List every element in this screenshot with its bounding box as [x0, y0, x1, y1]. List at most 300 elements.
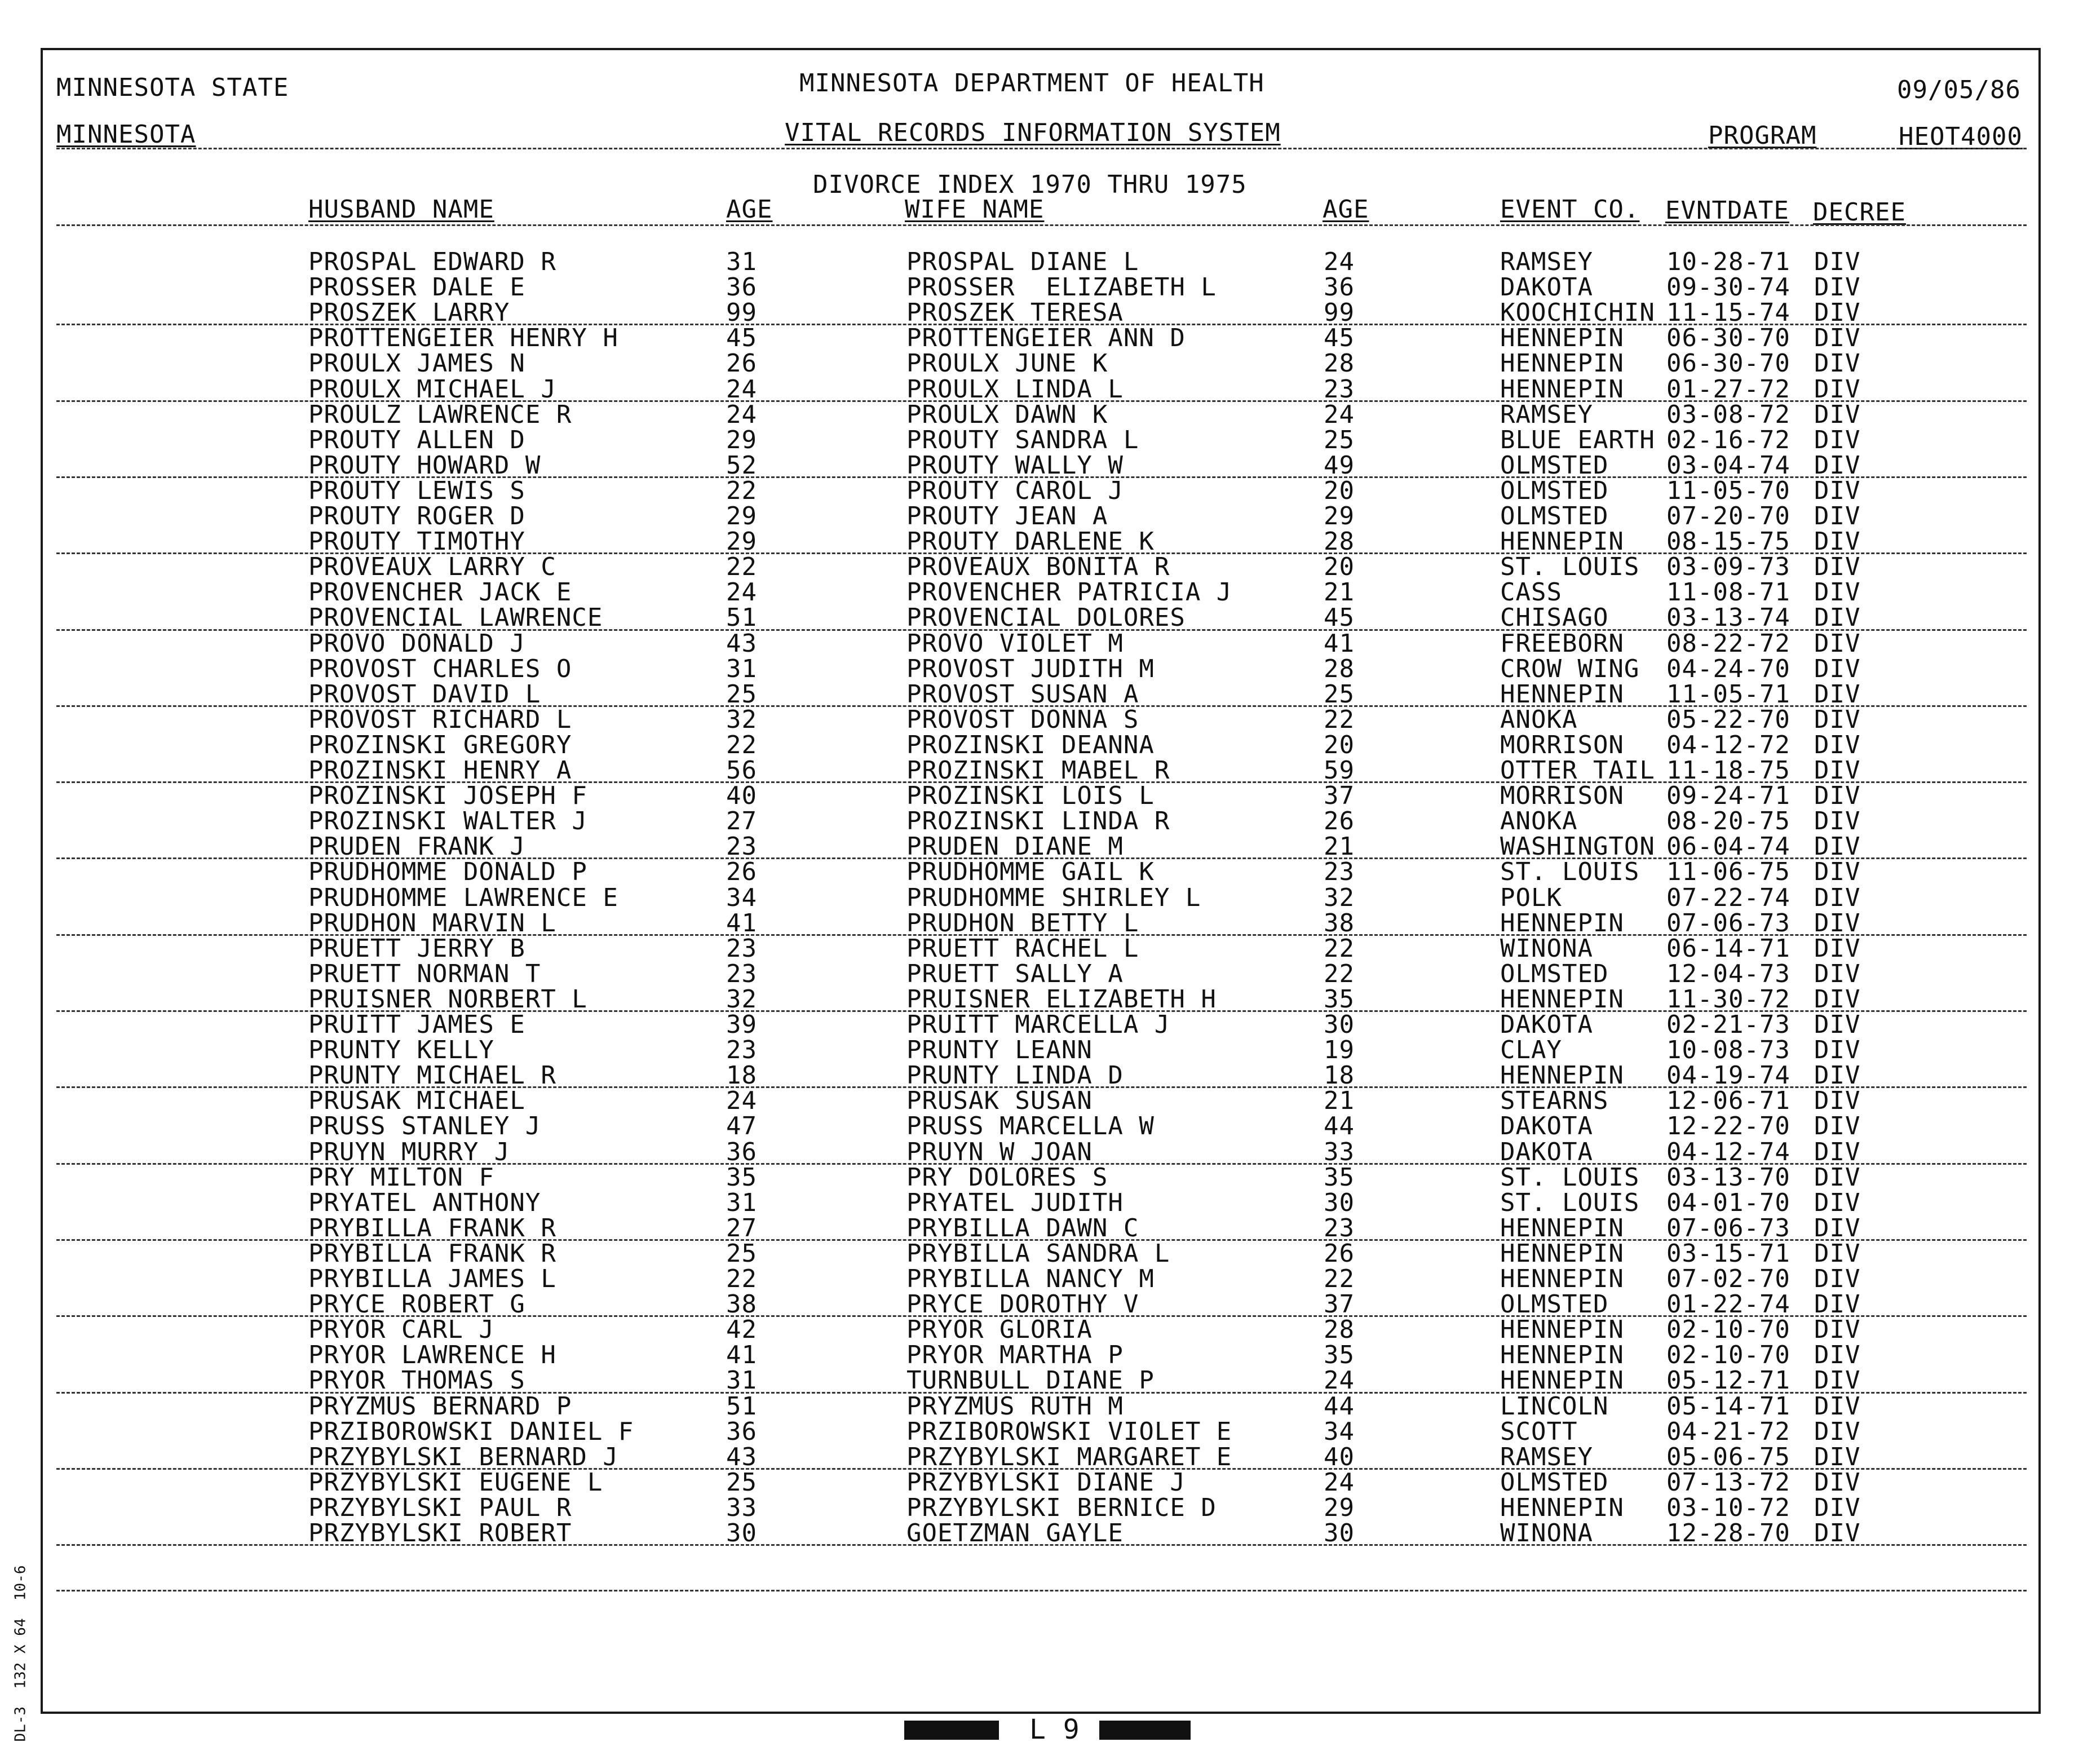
- cell-wife-name: PROZINSKI DEANNA: [906, 730, 1155, 759]
- cell-event-date: 05-12-71: [1666, 1366, 1790, 1395]
- cell-husband-age: 32: [726, 705, 757, 734]
- cell-event-date: 03-10-72: [1666, 1493, 1790, 1522]
- cell-wife-name: PROULX JUNE K: [906, 349, 1108, 378]
- cell-wife-age: 25: [1324, 679, 1355, 709]
- cell-decree: DIV: [1814, 1036, 1861, 1065]
- cell-wife-name: PROVO VIOLET M: [906, 629, 1124, 658]
- cell-event-county: RAMSEY: [1500, 247, 1593, 276]
- cell-husband-age: 27: [726, 1213, 757, 1243]
- cell-husband-name: PROVENCHER JACK E: [308, 578, 572, 607]
- cell-wife-age: 29: [1324, 502, 1355, 530]
- cell-wife-name: PRUDEN DIANE M: [906, 832, 1124, 861]
- cell-wife-age: 30: [1324, 1519, 1355, 1548]
- table-row: [0, 1241, 2083, 1267]
- cell-event-date: 01-22-74: [1666, 1290, 1790, 1319]
- cell-decree: DIV: [1814, 1061, 1861, 1090]
- column-header-rule: [56, 224, 2027, 226]
- table-row: [0, 781, 2083, 811]
- cell-husband-name: PRUITT JAMES E: [308, 1010, 525, 1039]
- cell-wife-age: 41: [1324, 629, 1355, 658]
- cell-wife-age: 23: [1324, 374, 1355, 404]
- cell-event-county: DAKOTA: [1500, 273, 1593, 302]
- cell-event-date: 03-15-71: [1666, 1239, 1790, 1268]
- table-row: [0, 1188, 2083, 1217]
- cell-event-county: OLMSTED: [1500, 476, 1609, 505]
- cell-wife-age: 21: [1324, 832, 1355, 861]
- cell-event-date: 03-08-72: [1666, 400, 1790, 429]
- cell-wife-age: 35: [1324, 1341, 1355, 1370]
- cell-event-county: OTTER TAIL: [1500, 756, 1655, 785]
- cell-decree: DIV: [1814, 324, 1861, 353]
- table-row: [0, 1442, 2083, 1471]
- cell-event-county: HENNEPIN: [1500, 324, 1624, 353]
- row-group-rule: [56, 1239, 2027, 1241]
- cell-husband-name: PROZINSKI GREGORY: [308, 730, 572, 759]
- cell-decree: DIV: [1814, 298, 1861, 328]
- cell-wife-age: 22: [1324, 959, 1355, 988]
- cell-event-county: HENNEPIN: [1500, 1061, 1624, 1090]
- table-row: [0, 580, 2083, 605]
- cell-decree: DIV: [1814, 908, 1861, 938]
- cell-wife-age: 23: [1324, 1213, 1355, 1243]
- column-event-date: EVNTDATE: [1665, 196, 1789, 225]
- cell-event-county: HENNEPIN: [1500, 1239, 1624, 1268]
- cell-husband-name: PROVO DONALD J: [308, 629, 525, 658]
- cell-husband-age: 24: [726, 1086, 757, 1116]
- table-row: [0, 1010, 2083, 1039]
- table-row: [0, 605, 2083, 631]
- cell-event-date: 07-13-72: [1666, 1467, 1790, 1497]
- cell-wife-name: PRZYBYLSKI DIANE J: [906, 1467, 1186, 1497]
- report-title: DIVORCE INDEX 1970 THRU 1975: [813, 170, 1247, 199]
- cell-husband-name: PRUNTY KELLY: [308, 1036, 494, 1065]
- cell-wife-age: 25: [1324, 425, 1355, 454]
- column-husband-name: HUSBAND NAME: [308, 195, 494, 224]
- cell-event-county: DAKOTA: [1500, 1137, 1593, 1166]
- cell-husband-age: 29: [726, 502, 757, 530]
- cell-wife-age: 34: [1324, 1417, 1355, 1446]
- cell-husband-age: 24: [726, 400, 757, 429]
- cell-wife-age: 26: [1324, 807, 1355, 836]
- cell-wife-name: PROUTY JEAN A: [906, 502, 1108, 530]
- cell-husband-age: 31: [726, 1188, 757, 1217]
- cell-event-date: 05-06-75: [1666, 1442, 1790, 1471]
- cell-wife-age: 29: [1324, 1493, 1355, 1522]
- table-row: [0, 1162, 2083, 1192]
- cell-husband-name: PRYZMUS BERNARD P: [308, 1391, 572, 1421]
- row-group-rule: [56, 1163, 2027, 1165]
- cell-husband-name: PROUTY ALLEN D: [308, 425, 525, 454]
- cell-husband-age: 41: [726, 1341, 757, 1370]
- cell-wife-age: 20: [1324, 476, 1355, 505]
- cell-husband-name: PRUETT NORMAN T: [308, 959, 541, 988]
- table-row: [0, 857, 2083, 887]
- cell-husband-name: PROZINSKI WALTER J: [308, 807, 587, 836]
- table-row: [0, 1493, 2083, 1522]
- row-group-rule: [56, 629, 2027, 631]
- cell-decree: DIV: [1814, 450, 1861, 480]
- cell-event-county: STEARNS: [1500, 1086, 1609, 1116]
- cell-event-date: 02-21-73: [1666, 1010, 1790, 1039]
- cell-wife-name: PROULX DAWN K: [906, 400, 1108, 429]
- cell-event-date: 06-30-70: [1666, 349, 1790, 378]
- cell-wife-name: PRUSS MARCELLA W: [906, 1112, 1155, 1141]
- cell-event-county: LINCOLN: [1500, 1391, 1609, 1421]
- cell-event-county: HENNEPIN: [1500, 1493, 1624, 1522]
- cell-husband-name: PRYOR LAWRENCE H: [308, 1341, 556, 1370]
- cell-event-county: HENNEPIN: [1500, 1315, 1624, 1345]
- cell-event-county: OLMSTED: [1500, 450, 1609, 480]
- cell-husband-age: 24: [726, 374, 757, 404]
- cell-wife-age: 37: [1324, 781, 1355, 811]
- cell-wife-name: PROUTY WALLY W: [906, 450, 1124, 480]
- cell-wife-name: PRYBILLA SANDRA L: [906, 1239, 1170, 1268]
- cell-wife-age: 20: [1324, 730, 1355, 759]
- column-event-county: EVENT CO.: [1500, 195, 1640, 224]
- table-row: [0, 679, 2083, 709]
- column-wife-name: WIFE NAME: [905, 195, 1045, 224]
- table-row: [0, 351, 2083, 377]
- cell-husband-name: PRUDHOMME DONALD P: [308, 857, 587, 887]
- cell-event-date: 11-06-75: [1666, 857, 1790, 887]
- cell-husband-name: PROULZ LAWRENCE R: [308, 400, 572, 429]
- table-row: [0, 552, 2083, 582]
- cell-decree: DIV: [1814, 1493, 1861, 1522]
- row-group-rule: [56, 324, 2027, 325]
- cell-wife-age: 45: [1324, 603, 1355, 633]
- cell-wife-age: 20: [1324, 552, 1355, 582]
- cell-decree: DIV: [1814, 1341, 1861, 1370]
- cell-decree: DIV: [1814, 654, 1861, 683]
- cell-wife-name: PROSSER ELIZABETH L: [906, 273, 1217, 302]
- cell-husband-name: PRUISNER NORBERT L: [308, 984, 587, 1014]
- cell-event-county: MORRISON: [1500, 781, 1624, 811]
- cell-event-county: OLMSTED: [1500, 1290, 1609, 1319]
- cell-wife-name: PRUDHOMME GAIL K: [906, 857, 1155, 887]
- cell-wife-name: PROZINSKI MABEL R: [906, 756, 1170, 785]
- table-row: [0, 1137, 2083, 1166]
- cell-husband-name: PRZYBYLSKI ROBERT: [308, 1519, 572, 1548]
- cell-wife-age: 32: [1324, 883, 1355, 912]
- cell-wife-name: PROSPAL DIANE L: [906, 247, 1139, 276]
- cell-wife-name: PRUITT MARCELLA J: [906, 1010, 1170, 1039]
- cell-wife-age: 35: [1324, 1162, 1355, 1192]
- table-row: [0, 247, 2083, 276]
- cell-husband-name: PRYATEL ANTHONY: [308, 1188, 541, 1217]
- cell-wife-name: PRZIBOROWSKI VIOLET E: [906, 1417, 1232, 1446]
- cell-wife-name: PRUISNER ELIZABETH H: [906, 984, 1217, 1014]
- cell-wife-name: PRUNTY LEANN: [906, 1036, 1093, 1065]
- table-row: [0, 275, 2083, 300]
- cell-wife-age: 38: [1324, 908, 1355, 938]
- cell-event-county: CASS: [1500, 578, 1562, 607]
- table-row: [0, 450, 2083, 480]
- row-group-rule: [56, 1392, 2027, 1394]
- cell-event-county: HENNEPIN: [1500, 527, 1624, 556]
- cell-wife-age: 19: [1324, 1036, 1355, 1065]
- cell-wife-age: 40: [1324, 1442, 1355, 1471]
- cell-wife-name: PROVENCIAL DOLORES: [906, 603, 1186, 633]
- cell-husband-name: PRUDEN FRANK J: [308, 832, 525, 861]
- cell-husband-age: 31: [726, 1366, 757, 1395]
- cell-wife-name: PRUNTY LINDA D: [906, 1061, 1124, 1090]
- cell-husband-age: 42: [726, 1315, 757, 1345]
- cell-husband-age: 27: [726, 807, 757, 836]
- cell-decree: DIV: [1814, 1519, 1861, 1548]
- cell-decree: DIV: [1814, 476, 1861, 505]
- row-group-rule: [56, 705, 2027, 707]
- cell-husband-age: 34: [726, 883, 757, 912]
- cell-husband-name: PRY MILTON F: [308, 1162, 494, 1192]
- cell-wife-age: 44: [1324, 1112, 1355, 1141]
- cell-husband-age: 23: [726, 1036, 757, 1065]
- cell-event-county: RAMSEY: [1500, 1442, 1593, 1471]
- cell-event-county: HENNEPIN: [1500, 1265, 1624, 1293]
- cell-event-county: MORRISON: [1500, 730, 1624, 759]
- cell-husband-age: 23: [726, 959, 757, 988]
- cell-event-county: HENNEPIN: [1500, 374, 1624, 404]
- cell-husband-age: 39: [726, 1010, 757, 1039]
- cell-decree: DIV: [1814, 629, 1861, 658]
- cell-decree: DIV: [1814, 400, 1861, 429]
- cell-husband-name: PROVOST CHARLES O: [308, 654, 572, 683]
- cell-wife-name: PRYCE DOROTHY V: [906, 1290, 1139, 1319]
- cell-event-county: CHISAGO: [1500, 603, 1609, 633]
- cell-decree: DIV: [1814, 1442, 1861, 1471]
- cell-event-date: 11-18-75: [1666, 756, 1790, 785]
- cell-husband-name: PRYBILLA FRANK R: [308, 1213, 556, 1243]
- cell-event-date: 04-24-70: [1666, 654, 1790, 683]
- cell-wife-name: PRUDHON BETTY L: [906, 908, 1139, 938]
- cell-event-county: OLMSTED: [1500, 1467, 1609, 1497]
- cell-decree: DIV: [1814, 1315, 1861, 1345]
- cell-husband-age: 22: [726, 1265, 757, 1293]
- cell-event-county: FREEBORN: [1500, 629, 1624, 658]
- cell-husband-name: PRUSS STANLEY J: [308, 1112, 541, 1141]
- cell-decree: DIV: [1814, 705, 1861, 734]
- cell-event-date: 06-04-74: [1666, 832, 1790, 861]
- cell-decree: DIV: [1814, 273, 1861, 302]
- cell-husband-name: PRUETT JERRY B: [308, 934, 525, 963]
- table-row: [0, 631, 2083, 657]
- cell-husband-name: PROVOST RICHARD L: [308, 705, 572, 734]
- cell-wife-name: PROVENCHER PATRICIA J: [906, 578, 1232, 607]
- cell-event-date: 11-05-70: [1666, 476, 1790, 505]
- cell-event-date: 07-06-73: [1666, 908, 1790, 938]
- cell-husband-age: 32: [726, 984, 757, 1014]
- table-row: [0, 654, 2083, 683]
- header-left-top: MINNESOTA STATE: [56, 73, 289, 102]
- cell-event-county: HENNEPIN: [1500, 908, 1624, 938]
- cell-husband-name: PROVEAUX LARRY C: [308, 552, 556, 582]
- cell-event-date: 10-08-73: [1666, 1036, 1790, 1065]
- header-rule: [56, 148, 2027, 149]
- cell-husband-age: 29: [726, 527, 757, 556]
- table-row: [0, 1467, 2083, 1497]
- cell-husband-age: 40: [726, 781, 757, 811]
- cell-wife-name: PRYZMUS RUTH M: [906, 1391, 1124, 1421]
- cell-event-date: 10-28-71: [1666, 247, 1790, 276]
- header-program-code: HEOT4000: [1899, 122, 2023, 151]
- cell-event-county: CROW WING: [1500, 654, 1640, 683]
- table-row: [0, 984, 2083, 1014]
- cell-event-date: 04-21-72: [1666, 1417, 1790, 1446]
- cell-event-county: ST. LOUIS: [1500, 552, 1640, 582]
- bottom-rule: [56, 1590, 2027, 1591]
- cell-husband-age: 36: [726, 1417, 757, 1446]
- table-row: [0, 730, 2083, 759]
- table-row: [0, 936, 2083, 962]
- cell-husband-age: 31: [726, 654, 757, 683]
- cell-decree: DIV: [1814, 883, 1861, 912]
- cell-event-date: 11-05-71: [1666, 679, 1790, 709]
- table-row: [0, 1391, 2083, 1421]
- cell-decree: DIV: [1814, 1162, 1861, 1192]
- table-row: [0, 1114, 2083, 1139]
- cell-decree: DIV: [1814, 1112, 1861, 1141]
- cell-husband-name: PRZYBYLSKI BERNARD J: [308, 1442, 618, 1471]
- cell-husband-age: 36: [726, 1137, 757, 1166]
- cell-wife-name: PROZINSKI LINDA R: [906, 807, 1170, 836]
- cell-husband-name: PRYCE ROBERT G: [308, 1290, 525, 1319]
- header-center-second: VITAL RECORDS INFORMATION SYSTEM: [785, 118, 1281, 147]
- cell-decree: DIV: [1814, 832, 1861, 861]
- cell-husband-name: PROTTENGEIER HENRY H: [308, 324, 618, 353]
- cell-wife-name: PROUTY CAROL J: [906, 476, 1124, 505]
- cell-husband-age: 43: [726, 1442, 757, 1471]
- cell-husband-age: 25: [726, 1467, 757, 1497]
- cell-event-county: HENNEPIN: [1500, 1366, 1624, 1395]
- cell-event-county: BLUE EARTH: [1500, 425, 1655, 454]
- cell-decree: DIV: [1814, 1391, 1861, 1421]
- cell-husband-age: 29: [726, 425, 757, 454]
- cell-husband-name: PROSZEK LARRY: [308, 298, 510, 328]
- cell-husband-age: 41: [726, 908, 757, 938]
- cell-wife-name: PRYBILLA DAWN C: [906, 1213, 1139, 1243]
- cell-decree: DIV: [1814, 1086, 1861, 1116]
- cell-husband-age: 51: [726, 603, 757, 633]
- cell-husband-age: 99: [726, 298, 757, 328]
- table-row: [0, 1086, 2083, 1116]
- cell-husband-age: 30: [726, 1519, 757, 1548]
- cell-event-date: 07-20-70: [1666, 502, 1790, 530]
- cell-wife-age: 44: [1324, 1391, 1355, 1421]
- cell-wife-age: 24: [1324, 400, 1355, 429]
- cell-decree: DIV: [1814, 781, 1861, 811]
- cell-husband-name: PROVENCIAL LAWRENCE: [308, 603, 603, 633]
- cell-decree: DIV: [1814, 1417, 1861, 1446]
- table-row: [0, 529, 2083, 555]
- cell-decree: DIV: [1814, 679, 1861, 709]
- table-row: [0, 758, 2083, 784]
- table-row: [0, 476, 2083, 505]
- row-group-rule: [56, 1544, 2027, 1546]
- cell-husband-age: 25: [726, 1239, 757, 1268]
- cell-event-date: 02-10-70: [1666, 1315, 1790, 1345]
- cell-wife-name: PRY DOLORES S: [906, 1162, 1108, 1192]
- cell-decree: DIV: [1814, 756, 1861, 785]
- cell-wife-name: PRYOR GLORIA: [906, 1315, 1093, 1345]
- cell-event-date: 03-13-74: [1666, 603, 1790, 633]
- cell-event-county: DAKOTA: [1500, 1112, 1593, 1141]
- cell-husband-age: 45: [726, 324, 757, 353]
- row-group-rule: [56, 1010, 2027, 1012]
- table-row: [0, 834, 2083, 860]
- cell-decree: DIV: [1814, 374, 1861, 404]
- cell-wife-name: PRUETT SALLY A: [906, 959, 1124, 988]
- cell-husband-age: 25: [726, 679, 757, 709]
- cell-wife-age: 23: [1324, 857, 1355, 887]
- cell-husband-age: 24: [726, 578, 757, 607]
- cell-wife-age: 33: [1324, 1137, 1355, 1166]
- table-row: [0, 425, 2083, 454]
- cell-wife-age: 45: [1324, 324, 1355, 353]
- cell-event-county: SCOTT: [1500, 1417, 1578, 1446]
- cell-husband-name: PRUDHON MARVIN L: [308, 908, 556, 938]
- table-row: [0, 1063, 2083, 1089]
- cell-decree: DIV: [1814, 1290, 1861, 1319]
- cell-event-date: 07-02-70: [1666, 1265, 1790, 1293]
- cell-husband-name: PRYOR THOMAS S: [308, 1366, 525, 1395]
- cell-event-county: WINONA: [1500, 934, 1593, 963]
- cell-event-date: 06-14-71: [1666, 934, 1790, 963]
- cell-husband-age: 18: [726, 1061, 757, 1090]
- table-row: [0, 1368, 2083, 1394]
- cell-wife-name: PROVOST DONNA S: [906, 705, 1139, 734]
- cell-wife-age: 21: [1324, 578, 1355, 607]
- cell-event-county: WINONA: [1500, 1519, 1593, 1548]
- table-row: [0, 705, 2083, 734]
- cell-decree: DIV: [1814, 934, 1861, 963]
- cell-husband-age: 38: [726, 1290, 757, 1319]
- cell-wife-age: 24: [1324, 1467, 1355, 1497]
- cell-husband-name: PRZYBYLSKI EUGENE L: [308, 1467, 603, 1497]
- cell-event-date: 06-30-70: [1666, 324, 1790, 353]
- cell-decree: DIV: [1814, 1467, 1861, 1497]
- table-row: [0, 1267, 2083, 1292]
- cell-decree: DIV: [1814, 1137, 1861, 1166]
- cell-wife-age: 24: [1324, 1366, 1355, 1395]
- cell-event-date: 07-06-73: [1666, 1213, 1790, 1243]
- cell-husband-name: PROUTY HOWARD W: [308, 450, 541, 480]
- cell-decree: DIV: [1814, 730, 1861, 759]
- cell-wife-name: PRUDHOMME SHIRLEY L: [906, 883, 1201, 912]
- cell-husband-name: PRYBILLA FRANK R: [308, 1239, 556, 1268]
- cell-event-county: HENNEPIN: [1500, 1213, 1624, 1243]
- cell-husband-name: PRYOR CARL J: [308, 1315, 494, 1345]
- cell-event-county: ST. LOUIS: [1500, 857, 1640, 887]
- cell-husband-name: PROUTY ROGER D: [308, 502, 525, 530]
- table-row: [0, 908, 2083, 938]
- cell-wife-name: PRYBILLA NANCY M: [906, 1265, 1155, 1293]
- row-group-rule: [56, 934, 2027, 936]
- cell-wife-name: TURNBULL DIANE P: [906, 1366, 1155, 1395]
- cell-husband-age: 22: [726, 552, 757, 582]
- cell-decree: DIV: [1814, 552, 1861, 582]
- cell-husband-name: PROUTY TIMOTHY: [308, 527, 525, 556]
- cell-wife-age: 59: [1324, 756, 1355, 785]
- table-row: [0, 1213, 2083, 1243]
- cell-husband-age: 22: [726, 476, 757, 505]
- cell-wife-name: PRZYBYLSKI MARGARET E: [906, 1442, 1232, 1471]
- header-date: 09/05/86: [1897, 76, 2021, 104]
- cell-husband-age: 52: [726, 450, 757, 480]
- table-row: [0, 300, 2083, 326]
- table-row: [0, 504, 2083, 529]
- header-center-top: MINNESOTA DEPARTMENT OF HEALTH: [799, 69, 1264, 98]
- cell-event-date: 02-10-70: [1666, 1341, 1790, 1370]
- cell-wife-name: PROUTY SANDRA L: [906, 425, 1139, 454]
